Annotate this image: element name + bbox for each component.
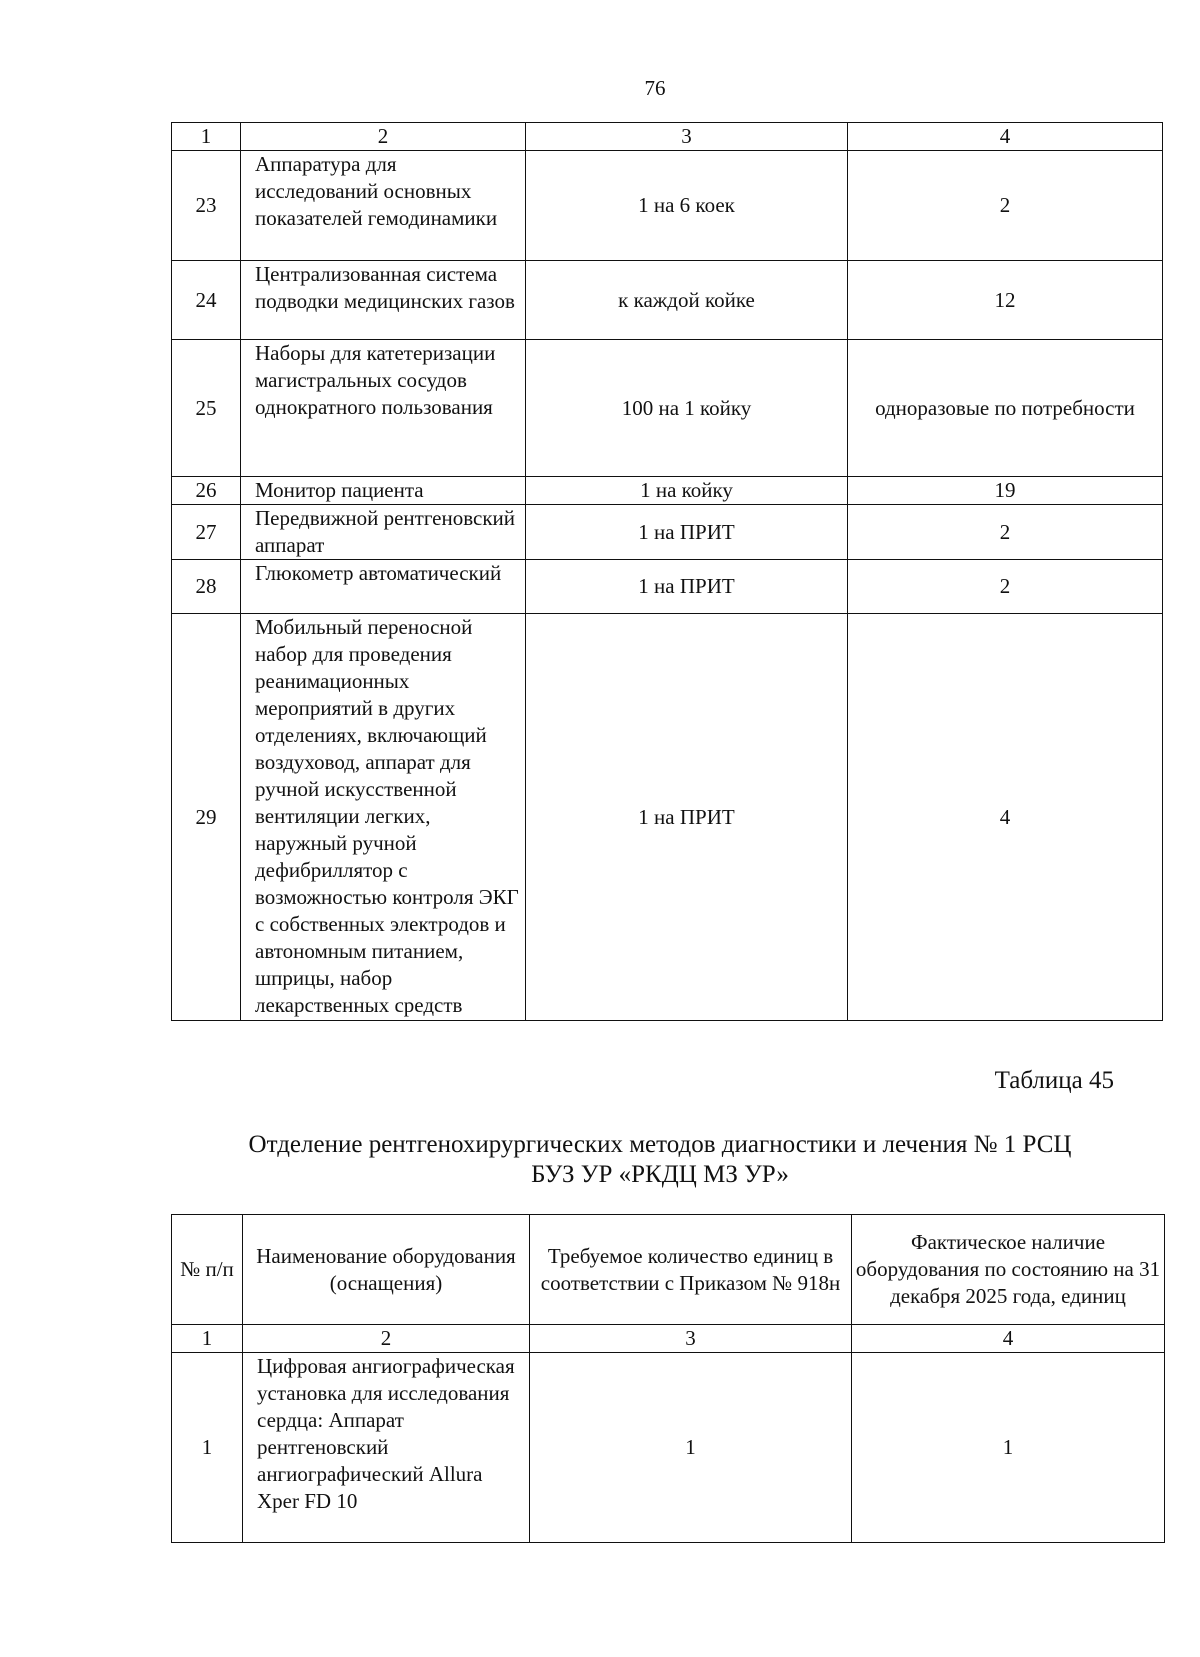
table-row [172, 261, 1163, 340]
table-row [172, 477, 1163, 505]
row-number: 28 [172, 560, 241, 614]
row-number: 1 [172, 1353, 243, 1543]
header-required-quantity: Требуемое количество единиц в соответствии с Приказом № 918н [530, 1215, 852, 1325]
actual-quantity: 2 [848, 505, 1163, 560]
column-index: 3 [526, 123, 848, 151]
row-number: 24 [172, 261, 241, 340]
row-number: 23 [172, 151, 241, 261]
required-quantity: 100 на 1 койку [526, 340, 848, 477]
equipment-name: Централизованная система подводки медицинских газов [241, 261, 526, 340]
equipment-name: Мобильный переносной набор для проведения реанимационных мероприятий в других отделениях, включающий воздуховод, аппарат для ручной искусственной вентиляции легких, наружный ручной дефибриллятор с возможностью контроля ЭКГ с собственных электродов и автономным питанием, шприцы, набор лекарственных средств [241, 614, 526, 1021]
required-quantity: 1 на койку [526, 477, 848, 505]
section-title [160, 1130, 1160, 1190]
actual-quantity: 2 [848, 560, 1163, 614]
column-index: 1 [172, 1325, 243, 1353]
column-index: 3 [530, 1325, 852, 1353]
table-row [172, 560, 1163, 614]
column-index: 2 [243, 1325, 530, 1353]
header-equipment-name: Наименование оборудования (оснащения) [243, 1215, 530, 1325]
equipment-name: Наборы для катетеризации магистральных сосудов однократного пользования [241, 340, 526, 477]
header-number: № п/п [172, 1215, 243, 1325]
row-number: 26 [172, 477, 241, 505]
header-actual-quantity: Фактическое наличие оборудования по состоянию на 31 декабря 2025 года, единиц [852, 1215, 1165, 1325]
header-row [172, 1215, 1165, 1325]
actual-quantity: 12 [848, 261, 1163, 340]
section-title-line: Отделение рентгенохирургических методов диагностики и лечения № 1 РСЦ [248, 1131, 1072, 1158]
equipment-table-continued [171, 122, 1163, 1021]
equipment-name: Глюкометр автоматический [241, 560, 526, 614]
column-index-row [172, 1325, 1165, 1353]
row-number: 25 [172, 340, 241, 477]
equipment-name: Монитор пациента [241, 477, 526, 505]
required-quantity: 1 на 6 коек [526, 151, 848, 261]
table-row [172, 1353, 1165, 1543]
row-number: 27 [172, 505, 241, 560]
table-row [172, 340, 1163, 477]
table-row [172, 151, 1163, 261]
section-title-line: БУЗ УР «РКДЦ МЗ УР» [531, 1161, 789, 1188]
table-row [172, 505, 1163, 560]
actual-quantity: 19 [848, 477, 1163, 505]
required-quantity: 1 на ПРИТ [526, 560, 848, 614]
required-quantity: к каждой койке [526, 261, 848, 340]
page-number: 76 [644, 76, 666, 100]
column-index: 2 [241, 123, 526, 151]
column-index: 4 [852, 1325, 1165, 1353]
column-index: 1 [172, 123, 241, 151]
table-caption: Таблица 45 [994, 1067, 1114, 1094]
table-row [172, 614, 1163, 1021]
actual-quantity: одноразовые по потребности [848, 340, 1163, 477]
equipment-table-45 [171, 1214, 1165, 1543]
row-number: 29 [172, 614, 241, 1021]
required-quantity: 1 [530, 1353, 852, 1543]
equipment-name: Цифровая ангиографическая установка для исследования сердца: Аппарат рентгеновский ангиографический Allura Xper FD 10 [243, 1353, 530, 1543]
equipment-name: Аппаратура для исследований основных показателей гемодинамики [241, 151, 526, 261]
equipment-name: Передвижной рентгеновский аппарат [241, 505, 526, 560]
column-index-row [172, 123, 1163, 151]
actual-quantity: 1 [852, 1353, 1165, 1543]
required-quantity: 1 на ПРИТ [526, 614, 848, 1021]
column-index: 4 [848, 123, 1163, 151]
actual-quantity: 2 [848, 151, 1163, 261]
actual-quantity: 4 [848, 614, 1163, 1021]
required-quantity: 1 на ПРИТ [526, 505, 848, 560]
